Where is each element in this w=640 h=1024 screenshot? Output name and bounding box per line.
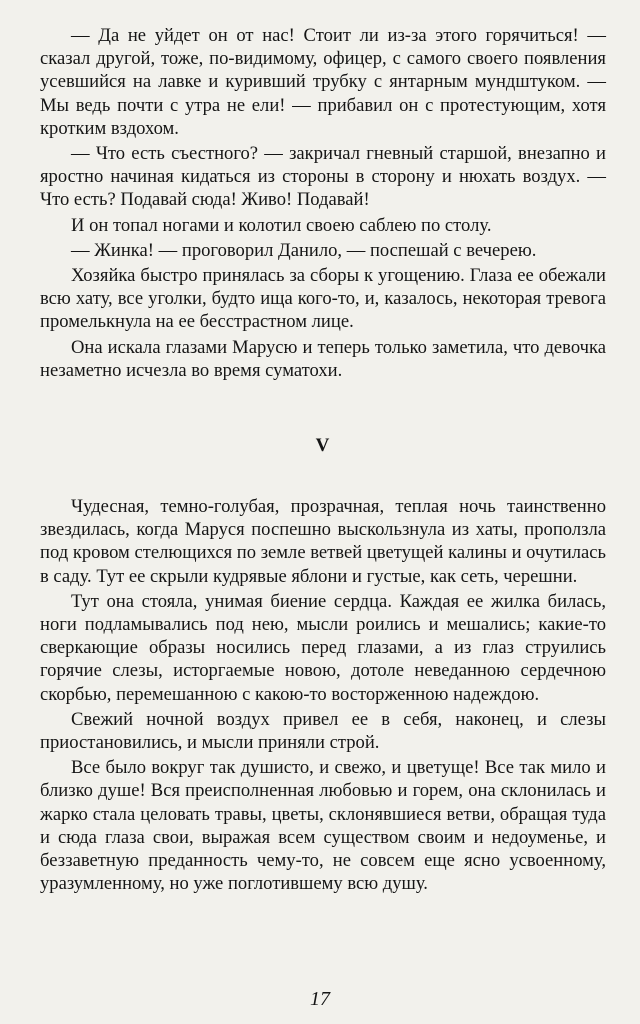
page-number: 17 bbox=[310, 988, 330, 1010]
paragraph: — Да не уйдет он от нас! Стоит ли из-за этого горячиться! — сказал другой, тоже, по-видимому, офицер, с самого своего появления усевшийся на лавке и куривший трубку с янтарным мундштуком. — Мы ведь почти с утра не ели! — прибавил он с протестующим, хотя кротким вздохом. bbox=[40, 25, 606, 139]
paragraph: — Жинка! — проговорил Данило, — поспешай с вечерею. bbox=[71, 239, 537, 261]
paragraph: Хозяйка быстро принялась за сборы к угощению. Глаза ее обежали всю хату, все уголки, будто ища кого-то, и, казалось, некоторая тревога промелькнула на ее бесстрастном лице. bbox=[40, 265, 606, 333]
paragraph: — Что есть съестного? — закричал гневный старшой, внезапно и яростно начиная кидаться из стороны в сторону и нюхать воздух. — Что есть? Подавай сюда! Живо! Подавай! bbox=[40, 143, 606, 211]
paragraph: Чудесная, темно-голубая, прозрачная, теплая ночь таинственно звездилась, когда Маруся поспешно выскользнула из хаты, проползла под кровом стелющихся по земле ветвей цветущей калины и очутилась в саду. Тут ее скрыли кудрявые яблони и густые, как сеть, черешни. bbox=[40, 496, 606, 587]
text-before-chapter bbox=[40, 24, 606, 382]
chapter-heading: V bbox=[315, 435, 331, 457]
paragraph: Свежий ночной воздух привел ее в себя, наконец, и слезы приостановились, и мысли приняли строй. bbox=[40, 708, 606, 754]
paragraph: Тут она стояла, унимая биение сердца. Каждая ее жилка билась, ноги подламывались под нею, мысли роились и мешались; какие-то сверкающие образы носились перед глазами, а из глаз струились горячие слезы, исторгаемые новою, дотоле неведанною сердечною скорбью, перемешанною с какою-то восторженною надеждою. bbox=[40, 590, 606, 705]
paragraph: Она искала глазами Марусю и теперь только заметила, что девочка незаметно исчезла во время суматохи. bbox=[40, 336, 606, 381]
paragraph: И он топал ногами и колотил своею саблею по столу. bbox=[71, 214, 492, 236]
paragraph: Все было вокруг так душисто, и свежо, и цветуще! Все так мило и близко душе! Вся преисполненная любовью и горем, она склонилась и жарко стала целовать травы, цветы, склонявшиеся ветви, обращая туда и сюда глаза свои, выражая всем существом своим и недоуменье, и беззаветную преданность чему-то, не совсем еще ясно усвоенному, уразумленному, но уже поглотившему всю душу. bbox=[40, 757, 606, 895]
text-after-chapter bbox=[40, 495, 606, 895]
